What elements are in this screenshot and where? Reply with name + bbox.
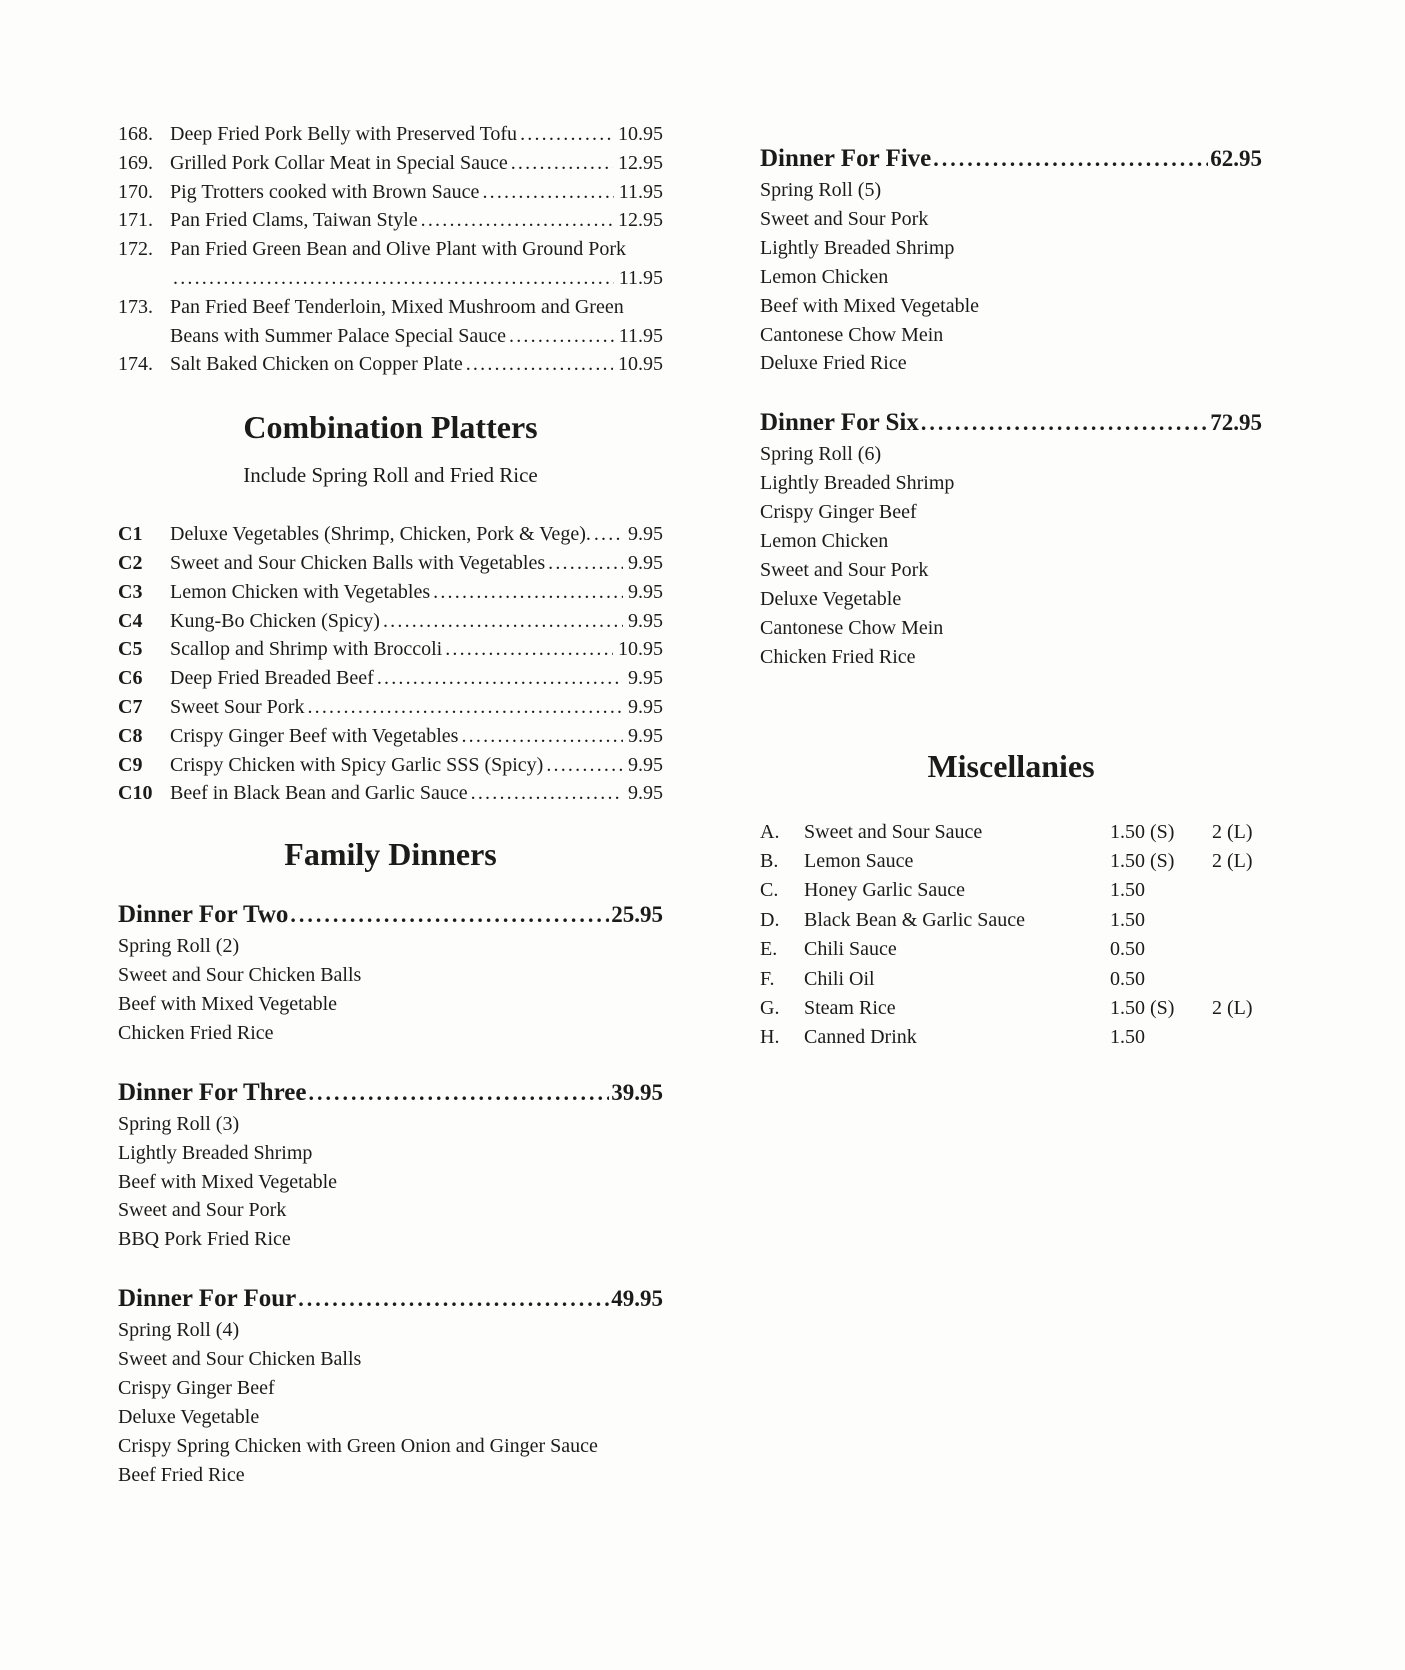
combo-item-number: C10 xyxy=(118,782,153,805)
combo-item-price: 9.95 xyxy=(628,695,663,718)
menu-item-name: Deep Fried Pork Belly with Preserved Tofu xyxy=(170,123,518,145)
combo-item-price: 9.95 xyxy=(628,551,663,574)
misc-item-price-large: 2 (L) xyxy=(1212,820,1253,843)
combo-item-row xyxy=(118,607,663,636)
dot-leader xyxy=(308,1076,609,1110)
dinner-included-item: Lightly Breaded Shrimp xyxy=(760,472,955,495)
dinner-included-item: BBQ Pork Fried Rice xyxy=(118,1228,291,1251)
dinner-title: Dinner For Five xyxy=(760,145,932,172)
misc-item-row xyxy=(760,994,1262,1023)
menu-item-name: Salt Baked Chicken on Copper Plate xyxy=(170,353,463,376)
combo-item-row xyxy=(118,635,663,664)
misc-item-row xyxy=(760,876,1262,905)
dot-leader xyxy=(445,635,613,664)
dinner-included-item: Spring Roll (2) xyxy=(118,935,240,958)
menu-item-number: 169. xyxy=(118,151,153,174)
dot-leader xyxy=(482,178,613,207)
dot-leader xyxy=(377,664,623,693)
misc-item-letter: B. xyxy=(760,850,779,872)
large-dinners-list xyxy=(760,142,1262,672)
combo-item-number: C9 xyxy=(118,753,143,776)
dinner-included-item: Beef with Mixed Vegetable xyxy=(118,992,338,1015)
combo-item-row xyxy=(118,779,663,808)
dot-leader xyxy=(421,206,613,235)
dot-leader xyxy=(511,149,613,178)
dinner-header xyxy=(118,898,663,932)
dinner-included-item: Deluxe Vegetable xyxy=(760,587,902,610)
dinner-price: 25.95 xyxy=(611,902,663,928)
misc-item-row xyxy=(760,935,1262,964)
misc-item-price-small: 1.50 (S) xyxy=(1110,850,1175,872)
dinner-included-item: Lemon Chicken xyxy=(760,530,889,553)
dinner-header xyxy=(760,406,1262,440)
numbered-menu-list xyxy=(118,120,663,379)
misc-item-letter: E. xyxy=(760,938,778,961)
dinner-included-item: Cantonese Chow Mein xyxy=(760,616,944,639)
misc-item-price-large: 2 (L) xyxy=(1212,997,1253,1020)
right-column xyxy=(760,120,1262,1053)
menu-item-name: Pig Trotters cooked with Brown Sauce xyxy=(170,180,480,203)
dinner-included-item: Sweet and Sour Pork xyxy=(760,207,929,230)
dinner-included-item: Cantonese Chow Mein xyxy=(760,323,944,346)
misc-item-row xyxy=(760,1023,1262,1052)
misc-item-price-large xyxy=(1212,876,1262,905)
dot-leader xyxy=(520,120,613,149)
dinner-included-item: Lemon Chicken xyxy=(760,265,889,288)
dinner-included-item: Crispy Ginger Beef xyxy=(118,1377,275,1400)
dinner-included-item: Crispy Spring Chicken with Green Onion and Ginger Sauce xyxy=(118,1434,598,1457)
dinner-price: 39.95 xyxy=(611,1079,663,1105)
combo-item-name: Sweet Sour Pork xyxy=(170,695,305,718)
misc-item-name: Sweet and Sour Sauce xyxy=(804,820,983,843)
misc-item-row xyxy=(760,818,1262,847)
combo-item-number: C1 xyxy=(118,523,143,546)
menu-item-row xyxy=(118,206,663,235)
dinner-header xyxy=(118,1282,663,1316)
menu-item-name: Beans with Summer Palace Special Sauce xyxy=(170,324,507,347)
dinner-section xyxy=(760,406,1262,671)
combo-item-price: 9.95 xyxy=(628,782,663,805)
combo-item-price: 10.95 xyxy=(618,638,663,661)
combo-item-price: 9.95 xyxy=(628,753,663,776)
dinner-header xyxy=(760,142,1262,176)
misc-item-price-small: 1.50 xyxy=(1110,879,1145,902)
dot-leader xyxy=(298,1282,609,1316)
dinner-included-item: Beef Fried Rice xyxy=(118,1463,245,1486)
combination-platters-heading: Combination Platters xyxy=(243,409,538,446)
misc-item-price-small: 1.50 (S) xyxy=(1110,997,1175,1020)
dinner-included-item: Deluxe Vegetable xyxy=(118,1406,260,1429)
menu-item-price: 12.95 xyxy=(618,209,663,232)
misc-item-letter: C. xyxy=(760,879,779,902)
menu-item-price: 10.95 xyxy=(618,123,663,145)
misc-item-price-small: 0.50 xyxy=(1110,967,1145,990)
dinner-title: Dinner For Six xyxy=(760,409,919,437)
dinner-included-item: Beef with Mixed Vegetable xyxy=(760,294,980,317)
misc-item-price-small: 1.50 (S) xyxy=(1110,820,1175,843)
dot-leader xyxy=(461,722,623,751)
misc-item-price-large: 2 (L) xyxy=(1212,850,1253,872)
dot-leader xyxy=(173,264,614,293)
dot-leader xyxy=(383,607,623,636)
misc-item-name: Honey Garlic Sauce xyxy=(804,879,966,902)
combo-item-price: 9.95 xyxy=(628,580,663,603)
misc-item-row xyxy=(760,847,1262,876)
combo-item-number: C5 xyxy=(118,638,143,661)
family-dinners-heading: Family Dinners xyxy=(284,836,497,873)
combo-item-number: C2 xyxy=(118,551,143,574)
dinner-included-items xyxy=(760,176,1262,378)
menu-item-row xyxy=(118,350,663,379)
menu-item-name: Pan Fried Green Bean and Olive Plant with Ground Pork xyxy=(170,238,627,261)
combination-platters-subtitle: Include Spring Roll and Fried Rice xyxy=(243,463,538,488)
misc-item-name: Chili Oil xyxy=(804,967,875,990)
misc-item-price-small: 1.50 xyxy=(1110,908,1145,931)
menu-item-price: 10.95 xyxy=(618,353,663,376)
combo-item-name: Beef in Black Bean and Garlic Sauce xyxy=(170,782,468,805)
dinner-included-item: Sweet and Sour Pork xyxy=(760,558,929,581)
dinner-included-items xyxy=(118,932,663,1048)
dinner-included-item: Lightly Breaded Shrimp xyxy=(760,236,955,259)
combo-item-name: Scallop and Shrimp with Broccoli xyxy=(170,638,443,661)
dot-leader xyxy=(433,578,623,607)
combo-item-row xyxy=(118,578,663,607)
menu-item-number: 174. xyxy=(118,353,153,376)
misc-item-letter: D. xyxy=(760,908,780,931)
dinner-section xyxy=(118,898,663,1048)
misc-item-letter: G. xyxy=(760,997,780,1020)
menu-item-price: 11.95 xyxy=(618,266,663,289)
misc-item-price-large xyxy=(1212,1023,1262,1052)
dot-leader xyxy=(548,549,623,578)
combo-item-number: C6 xyxy=(118,667,143,690)
menu-item-number: 168. xyxy=(118,123,153,145)
dinner-price: 72.95 xyxy=(1210,410,1262,436)
combo-item-name: Sweet and Sour Chicken Balls with Vegetables xyxy=(170,551,546,574)
misc-item-price-small: 1.50 xyxy=(1110,1026,1145,1049)
menu-item-row xyxy=(118,264,663,293)
combo-item-name: Deep Fried Breaded Beef xyxy=(170,667,374,690)
dinner-included-item: Crispy Ginger Beef xyxy=(760,501,917,524)
combo-item-price: 9.95 xyxy=(628,724,663,747)
dot-leader xyxy=(471,779,623,808)
combo-item-row xyxy=(118,751,663,780)
combo-item-number: C8 xyxy=(118,724,143,747)
combo-item-number: C4 xyxy=(118,609,143,632)
dinner-included-item: Spring Roll (3) xyxy=(118,1112,240,1135)
combo-item-name: Lemon Chicken with Vegetables xyxy=(170,580,431,603)
left-column xyxy=(118,120,663,1490)
dinner-included-item: Beef with Mixed Vegetable xyxy=(118,1170,338,1193)
combo-item-row xyxy=(118,520,663,549)
dinner-section xyxy=(760,142,1262,378)
dinner-included-item: Spring Roll (4) xyxy=(118,1319,240,1342)
combo-item-row xyxy=(118,664,663,693)
combo-item-row xyxy=(118,722,663,751)
menu-item-price: 11.95 xyxy=(618,324,663,347)
dinner-price: 62.95 xyxy=(1210,146,1262,171)
dot-leader xyxy=(307,693,623,722)
combo-item-price: 9.95 xyxy=(628,523,663,546)
combo-item-name: Crispy Chicken with Spicy Garlic SSS (Spicy) xyxy=(170,753,544,776)
combo-item-row xyxy=(118,549,663,578)
misc-item-price-large xyxy=(1212,965,1262,994)
misc-item-price-large xyxy=(1212,935,1262,964)
misc-item-letter: A. xyxy=(760,820,780,843)
menu-item-row xyxy=(118,120,663,149)
dinner-included-item: Deluxe Fried Rice xyxy=(760,352,907,375)
dot-leader xyxy=(466,350,613,379)
misc-item-name: Lemon Sauce xyxy=(804,850,914,872)
menu-item-row xyxy=(118,322,663,351)
combo-item-number: C3 xyxy=(118,580,143,603)
dot-leader xyxy=(509,322,614,351)
combination-platters-list xyxy=(118,520,663,808)
misc-item-row xyxy=(760,906,1262,935)
misc-item-letter: H. xyxy=(760,1026,780,1049)
combo-item-row xyxy=(118,693,663,722)
dinner-included-item: Spring Roll (5) xyxy=(760,179,882,201)
menu-item-price: 11.95 xyxy=(618,180,663,203)
misc-item-letter: F. xyxy=(760,967,775,990)
dinner-price: 49.95 xyxy=(611,1286,663,1312)
miscellanies-heading: Miscellanies xyxy=(927,747,1095,784)
misc-item-name: Chili Sauce xyxy=(804,938,897,961)
misc-item-name: Canned Drink xyxy=(804,1026,917,1049)
dinner-included-item: Sweet and Sour Chicken Balls xyxy=(118,1348,362,1371)
dinner-included-item: Lightly Breaded Shrimp xyxy=(118,1141,313,1164)
misc-item-row xyxy=(760,965,1262,994)
dinner-included-item: Sweet and Sour Pork xyxy=(118,1199,287,1222)
combo-item-name: Deluxe Vegetables (Shrimp, Chicken, Pork & Vege). xyxy=(170,523,591,546)
dinner-header xyxy=(118,1076,663,1110)
combo-item-price: 9.95 xyxy=(628,609,663,632)
dinner-included-items xyxy=(760,440,1262,671)
combo-item-number: C7 xyxy=(118,695,143,718)
dot-leader xyxy=(921,406,1208,440)
menu-item-price: 12.95 xyxy=(618,151,663,174)
family-dinners-list xyxy=(118,898,663,1490)
menu-item-row xyxy=(118,293,663,322)
menu-item-row xyxy=(118,149,663,178)
menu-item-name: Pan Fried Clams, Taiwan Style xyxy=(170,209,418,232)
menu-item-name: Pan Fried Beef Tenderloin, Mixed Mushroom and Green xyxy=(170,295,624,318)
dinner-title: Dinner For Three xyxy=(118,1078,307,1106)
misc-item-price-large xyxy=(1212,906,1262,935)
dot-leader xyxy=(933,142,1208,176)
dinner-included-item: Chicken Fried Rice xyxy=(118,1021,274,1044)
combo-item-name: Crispy Ginger Beef with Vegetables xyxy=(170,724,459,747)
dinner-included-item: Spring Roll (6) xyxy=(760,443,882,466)
misc-item-name: Steam Rice xyxy=(804,997,896,1020)
combo-item-price: 9.95 xyxy=(628,667,663,690)
dinner-included-item: Chicken Fried Rice xyxy=(760,645,916,668)
misc-item-name: Black Bean & Garlic Sauce xyxy=(804,908,1026,931)
dot-leader xyxy=(546,751,623,780)
dinner-section xyxy=(118,1282,663,1489)
menu-item-row xyxy=(118,178,663,207)
dot-leader xyxy=(290,898,609,932)
miscellanies-list xyxy=(760,818,1262,1053)
menu-item-number: 171. xyxy=(118,209,153,232)
dinner-title: Dinner For Two xyxy=(118,901,289,929)
dinner-included-items xyxy=(118,1110,663,1255)
dinner-title: Dinner For Four xyxy=(118,1285,297,1313)
dinner-section xyxy=(118,1076,663,1255)
menu-item-row xyxy=(118,235,663,264)
dinner-included-items xyxy=(118,1316,663,1489)
dot-leader xyxy=(594,520,623,549)
dinner-included-item: Sweet and Sour Chicken Balls xyxy=(118,964,362,987)
menu-item-number: 170. xyxy=(118,180,153,203)
menu-item-name: Grilled Pork Collar Meat in Special Sauce xyxy=(170,151,508,174)
misc-item-price-small: 0.50 xyxy=(1110,938,1145,961)
menu-item-number: 173. xyxy=(118,295,153,318)
combo-item-name: Kung-Bo Chicken (Spicy) xyxy=(170,609,380,632)
menu-item-number: 172. xyxy=(118,238,153,261)
